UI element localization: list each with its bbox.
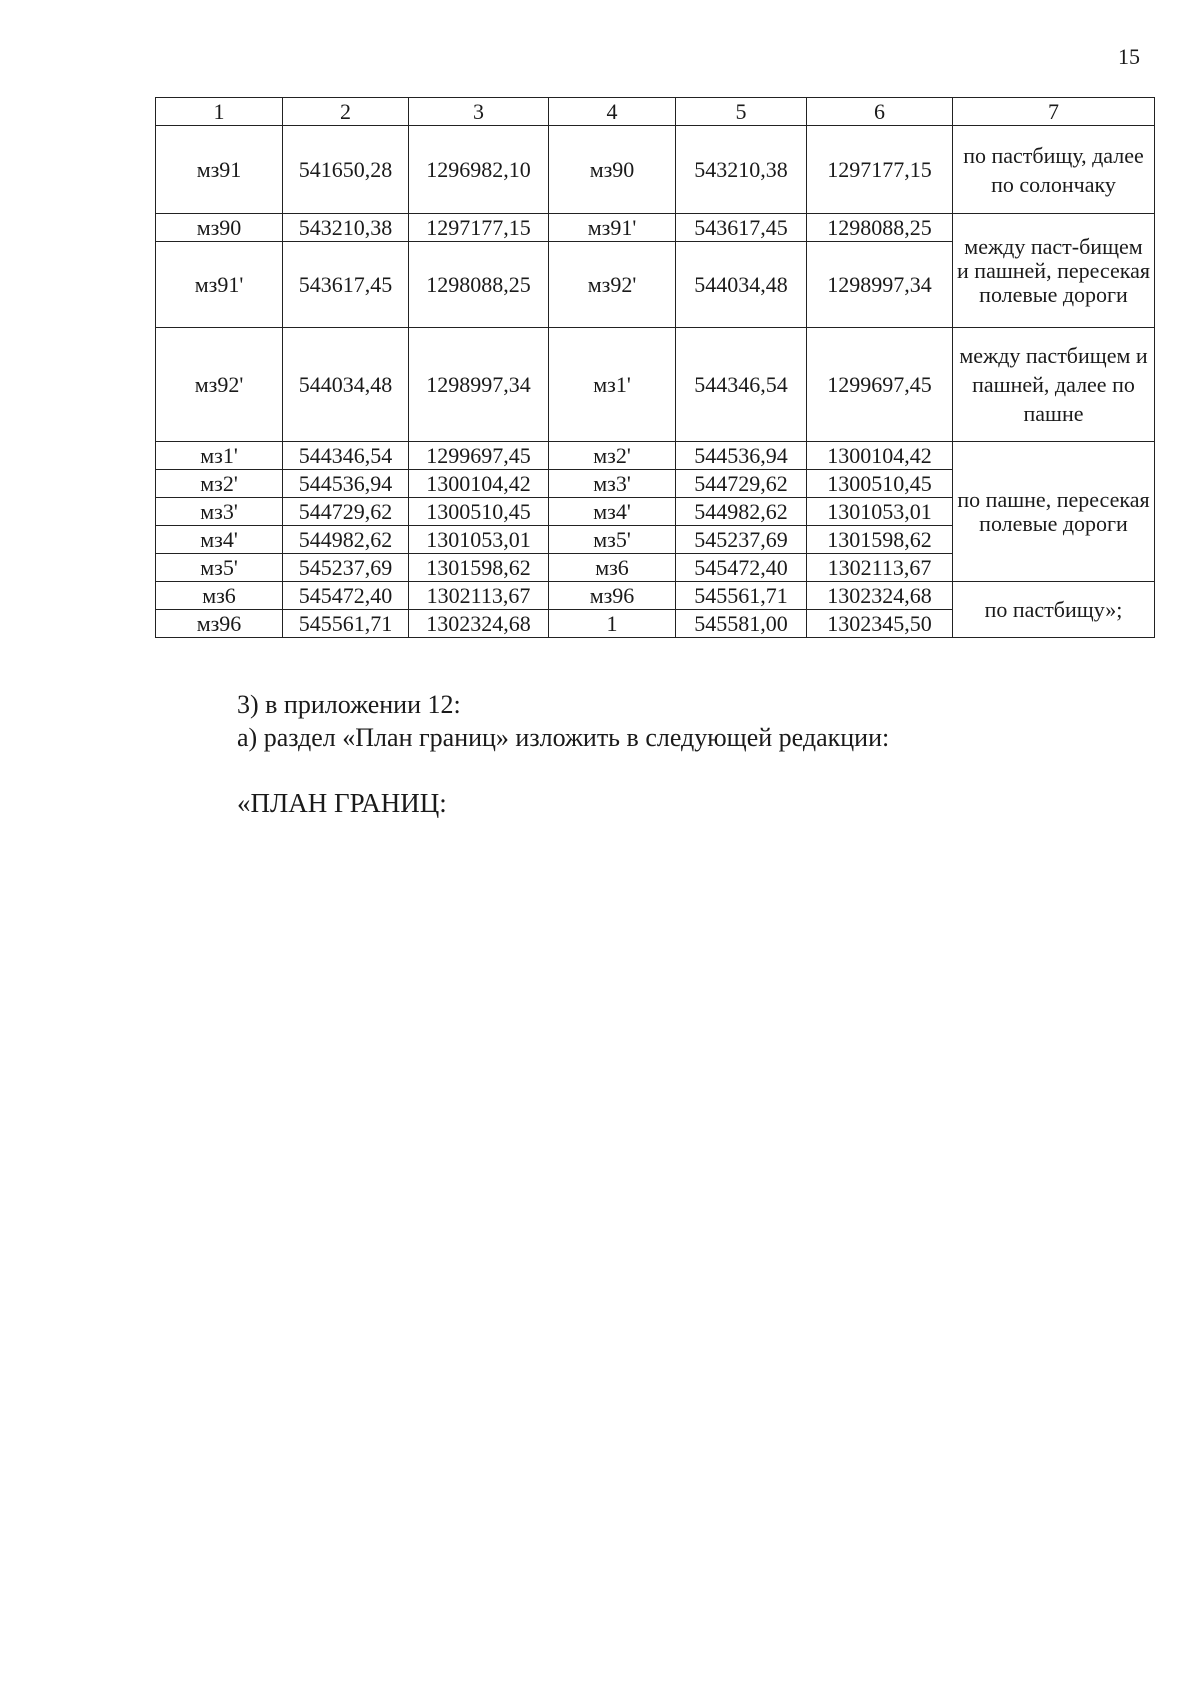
table-cell: мз92' bbox=[549, 242, 676, 328]
table-row bbox=[156, 328, 1155, 442]
table-cell: 1302324,68 bbox=[807, 582, 953, 610]
column-header: 4 bbox=[549, 98, 676, 126]
table-cell: мз90 bbox=[156, 214, 283, 242]
column-header: 1 bbox=[156, 98, 283, 126]
table-cell: мз5' bbox=[549, 526, 676, 554]
table-cell: 544536,94 bbox=[676, 442, 807, 470]
plan-heading: «ПЛАН ГРАНИЦ: bbox=[237, 788, 447, 818]
table-cell: 545472,40 bbox=[283, 582, 409, 610]
table-cell: 544982,62 bbox=[283, 526, 409, 554]
table-cell: 1 bbox=[549, 610, 676, 638]
table-row bbox=[156, 582, 1155, 610]
table-cell: 1301598,62 bbox=[807, 526, 953, 554]
table-cell: 544729,62 bbox=[676, 470, 807, 498]
table-cell: 545561,71 bbox=[676, 582, 807, 610]
column-header: 7 bbox=[953, 98, 1155, 126]
table-cell: 1300104,42 bbox=[807, 442, 953, 470]
table-cell: 543617,45 bbox=[283, 242, 409, 328]
table-cell: мз3' bbox=[156, 498, 283, 526]
table-cell: 1302113,67 bbox=[409, 582, 549, 610]
table-row bbox=[156, 126, 1155, 214]
table-cell: 1301053,01 bbox=[409, 526, 549, 554]
table-cell: 541650,28 bbox=[283, 126, 409, 214]
table-cell: мз90 bbox=[549, 126, 676, 214]
table-cell: 544034,48 bbox=[283, 328, 409, 442]
amendment-text bbox=[237, 688, 889, 820]
table-cell: 543210,38 bbox=[283, 214, 409, 242]
table-cell: мз91' bbox=[156, 242, 283, 328]
table-cell: мз96 bbox=[156, 610, 283, 638]
table-cell: 545561,71 bbox=[283, 610, 409, 638]
table-cell: 544729,62 bbox=[283, 498, 409, 526]
table-header-row bbox=[156, 98, 1155, 126]
coordinates-table bbox=[155, 97, 1155, 638]
boundary-description: по пашне, пересекая полевые дороги bbox=[953, 442, 1155, 582]
page-number: 15 bbox=[1118, 44, 1140, 69]
table-cell: 545581,00 bbox=[676, 610, 807, 638]
table-cell: мз1' bbox=[549, 328, 676, 442]
table-cell: 1299697,45 bbox=[807, 328, 953, 442]
table-cell: 544536,94 bbox=[283, 470, 409, 498]
table-cell: 1302345,50 bbox=[807, 610, 953, 638]
table-cell: 1297177,15 bbox=[409, 214, 549, 242]
table-cell: 1300510,45 bbox=[409, 498, 549, 526]
table-cell: 543617,45 bbox=[676, 214, 807, 242]
table-row bbox=[156, 442, 1155, 470]
table-cell: мз92' bbox=[156, 328, 283, 442]
table-cell: мз6 bbox=[549, 554, 676, 582]
column-header: 6 bbox=[807, 98, 953, 126]
table-cell: мз1' bbox=[156, 442, 283, 470]
table-cell: 1301053,01 bbox=[807, 498, 953, 526]
table-cell: 544982,62 bbox=[676, 498, 807, 526]
table-cell: мз4' bbox=[549, 498, 676, 526]
column-header: 5 bbox=[676, 98, 807, 126]
table-cell: 1302324,68 bbox=[409, 610, 549, 638]
table-cell: мз4' bbox=[156, 526, 283, 554]
table-cell: 544346,54 bbox=[283, 442, 409, 470]
table-cell: 545472,40 bbox=[676, 554, 807, 582]
table-cell: 1302113,67 bbox=[807, 554, 953, 582]
table-cell: 1298088,25 bbox=[807, 214, 953, 242]
table-cell: 544346,54 bbox=[676, 328, 807, 442]
table-cell: мз91 bbox=[156, 126, 283, 214]
item-3a-paragraph: а) раздел «План границ» изложить в следующей редакции: bbox=[237, 723, 890, 752]
table-cell: мз5' bbox=[156, 554, 283, 582]
table-cell: 1297177,15 bbox=[807, 126, 953, 214]
table-cell: 1300510,45 bbox=[807, 470, 953, 498]
table-cell: 543210,38 bbox=[676, 126, 807, 214]
table-cell: мз3' bbox=[549, 470, 676, 498]
table-cell: 1298088,25 bbox=[409, 242, 549, 328]
boundary-description: между паст-бищем и пашней, пересекая полевые дороги bbox=[953, 214, 1155, 328]
table-cell: 544034,48 bbox=[676, 242, 807, 328]
table-cell: мз91' bbox=[549, 214, 676, 242]
table-row bbox=[156, 214, 1155, 242]
column-header: 2 bbox=[283, 98, 409, 126]
table-cell: 545237,69 bbox=[283, 554, 409, 582]
table-cell: мз2' bbox=[156, 470, 283, 498]
table-cell: 1301598,62 bbox=[409, 554, 549, 582]
table-cell: мз2' bbox=[549, 442, 676, 470]
table-cell: мз96 bbox=[549, 582, 676, 610]
table-cell: 1296982,10 bbox=[409, 126, 549, 214]
table-cell: 1300104,42 bbox=[409, 470, 549, 498]
column-header: 3 bbox=[409, 98, 549, 126]
table-cell: мз6 bbox=[156, 582, 283, 610]
table-cell: 545237,69 bbox=[676, 526, 807, 554]
boundary-description: по пастбищу»; bbox=[953, 582, 1155, 638]
table-cell: 1299697,45 bbox=[409, 442, 549, 470]
boundary-description: между пастбищем и пашней, далее по пашне bbox=[953, 328, 1155, 442]
item-3-heading: 3) в приложении 12: bbox=[237, 690, 461, 719]
table-cell: 1298997,34 bbox=[807, 242, 953, 328]
table-cell: 1298997,34 bbox=[409, 328, 549, 442]
boundary-description: по пастбищу, далее по солончаку bbox=[953, 126, 1155, 214]
